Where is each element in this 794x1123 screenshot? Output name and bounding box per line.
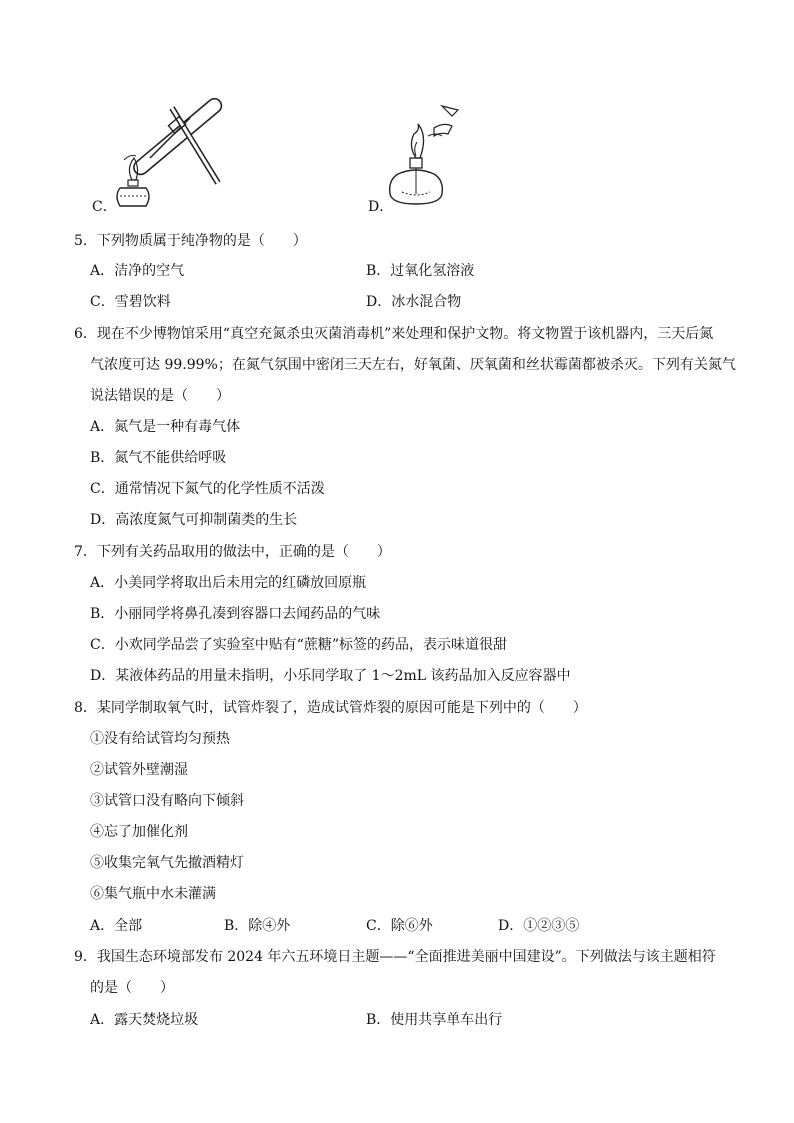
q7-option-c: C．小欢同学品尝了实验室中贴有“蔗糖”标签的药品，表示味道很甜 (90, 637, 508, 653)
q7-option-b: B．小丽同学将鼻孔凑到容器口去闻药品的气味 (90, 606, 381, 622)
q9-stem-line2: 的是（ ） (90, 980, 174, 996)
q6-stem-line1: 6．现在不少博物馆采用“真空充氮杀虫灭菌消毒机”来处理和保护文物。将文物置于该机器内，三天后氮 (74, 326, 714, 342)
q8-item-1: ①没有给试管均匀预热 (90, 731, 230, 747)
q5-option-b: B．过氧化氢溶液 (366, 263, 475, 279)
q7-option-d: D．某液体药品的用量未指明，小乐同学取了 1～2mL 该药品加入反应容器中 (90, 668, 571, 684)
q6-stem-line2: 气浓度可达 99.99%；在氮气氛围中密闭三天左右，好氧菌、厌氧菌和丝状霉菌都被杀灭。下列有关氮气 (90, 357, 736, 373)
q5-option-d: D．冰水混合物 (366, 294, 462, 310)
q8-option-b: B．除④外 (224, 918, 291, 934)
q5-option-c: C．雪碧饮料 (90, 294, 171, 310)
q5-option-a: A．洁净的空气 (90, 263, 185, 279)
q8-stem: 8．某同学制取氧气时，试管炸裂了，造成试管炸裂的原因可能是下列中的（ ） (74, 700, 587, 716)
q6-option-a: A．氮气是一种有毒气体 (90, 419, 241, 435)
q6-option-b: B．氮气不能供给呼吸 (90, 450, 227, 466)
q6-option-d: D．高浓度氮气可抑制菌类的生长 (90, 512, 298, 528)
q8-item-5: ⑤收集完氧气先撤酒精灯 (90, 855, 244, 871)
q7-option-a: A．小美同学将取出后未用完的红磷放回原瓶 (90, 575, 367, 591)
q8-item-3: ③试管口没有略向下倾斜 (90, 793, 244, 809)
q8-option-c: C．除⑥外 (366, 918, 433, 934)
q9-option-a: A．露天焚烧垃圾 (90, 1012, 199, 1028)
alcohol-lamp-figure (388, 100, 478, 212)
q9-stem-line1: 9．我国生态环境部发布 2024 年六五环境日主题——“全面推进美丽中国建设”。下列做法与该主题相符 (74, 949, 716, 965)
q8-option-a: A．全部 (90, 918, 143, 934)
test-tube-heating-figure (110, 98, 230, 213)
q8-item-2: ②试管外壁潮湿 (90, 762, 188, 778)
q8-item-4: ④忘了加催化剂 (90, 824, 188, 840)
option-d-figure-label: D． (368, 199, 394, 215)
q9-option-b: B．使用共享单车出行 (366, 1012, 503, 1028)
q6-option-c: C．通常情况下氮气的化学性质不活泼 (90, 481, 325, 497)
option-c-figure-label: C． (92, 199, 117, 215)
q6-stem-line3: 说法错误的是（ ） (90, 388, 230, 404)
q7-stem: 7．下列有关药品取用的做法中，正确的是（ ） (74, 544, 391, 560)
q5-stem: 5．下列物质属于纯净物的是（ ） (74, 233, 307, 249)
q8-item-6: ⑥集气瓶中水未灌满 (90, 886, 216, 902)
q8-option-d: D．①②③⑤ (498, 918, 580, 934)
